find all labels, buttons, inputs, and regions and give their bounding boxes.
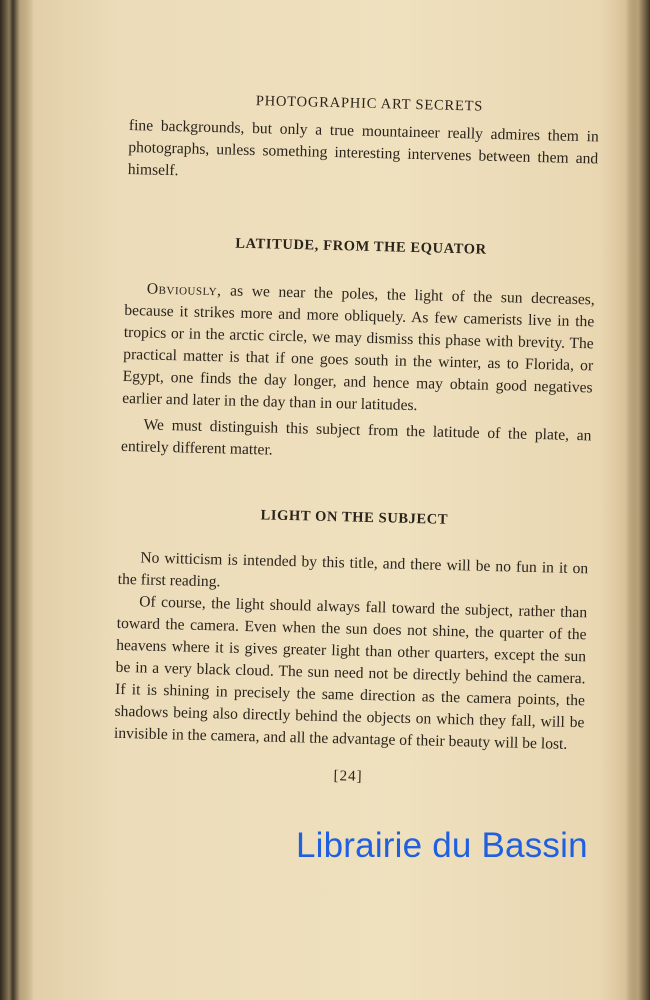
paragraph-latitude-2: We must distinguish this subject from the latitude of the plate, an entirely different matter. <box>120 416 592 459</box>
page-right-edge <box>626 0 650 1000</box>
page-text-block <box>113 80 600 791</box>
section-heading-latitude: LATITUDE, FROM THE EQUATOR <box>235 235 487 258</box>
paragraph-latitude-1-text: as we near the poles, the light of the sun decreases, because it strikes more and more obliquely. As few camerists live in the tropics or in the arctic circle, we may dismiss this phase with brevity. The practical matter is that if one goes south in the winter, as to Florida, or Egypt, one finds the day longer, and hence may obtain good negatives earlier and later in the day than in our latitudes. <box>122 282 595 415</box>
page-number: [24] <box>333 768 363 785</box>
paragraph-lead-word: Obviously, <box>146 280 222 300</box>
book-binding-edge <box>0 0 34 1000</box>
running-head: PHOTOGRAPHIC ART SECRETS <box>255 93 484 115</box>
intro-paragraph: fine backgrounds, but only a true mountaineer really admires them in photographs, unless something interesting intervenes between them and himself. <box>127 116 599 180</box>
seller-watermark: Librairie du Bassin <box>296 826 588 865</box>
section-heading-light: LIGHT ON THE SUBJECT <box>260 507 449 528</box>
paragraph-light-2: Of course, the light should always fall toward the subject, rather than toward the camera. Even when the sun does not shine, the quarter of the heavens where it is gives greater light than other quarters, except the sun be in a very black cloud. The sun need not be directly behind the camera. If it is shining in precisely the same direction as the camera points, the shadows being also directly behind the objects on which they fall, will be invisible in the camera, and all the advantage of their beauty will be lost. <box>113 593 588 753</box>
paragraph-latitude-1 <box>122 278 595 421</box>
paragraph-light-1: No witticism is intended by this title, and there will be no fun in it on the first reading. <box>117 549 589 591</box>
